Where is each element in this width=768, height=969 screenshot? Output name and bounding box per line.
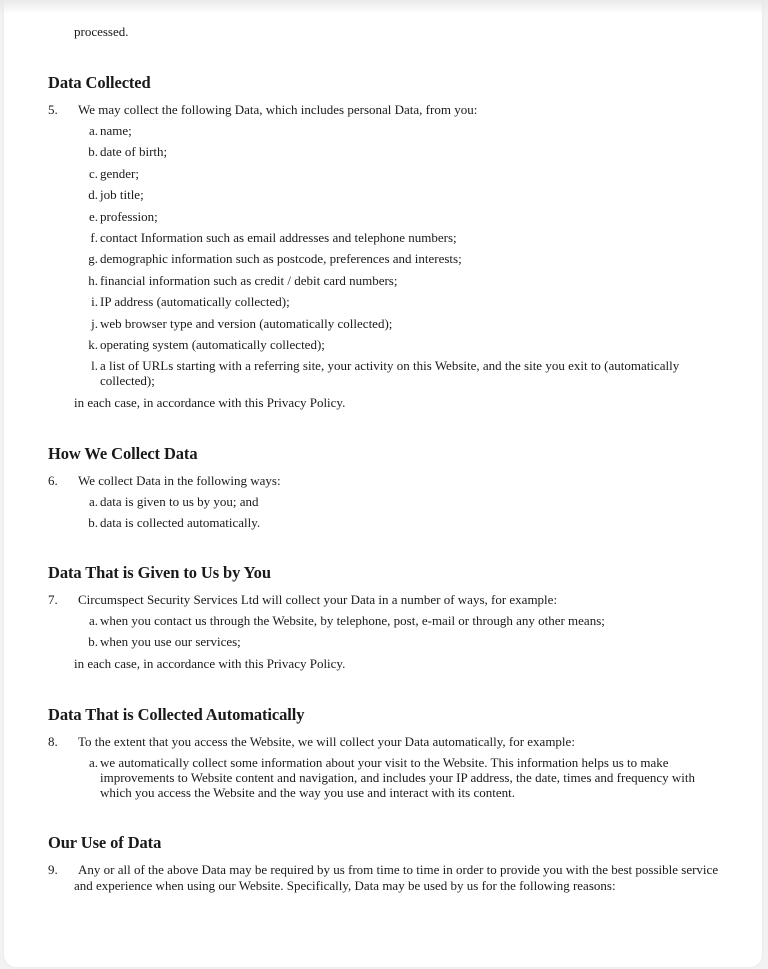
sub-list — [48, 613, 728, 649]
list-marker: f. — [90, 229, 98, 245]
section-our-use-of-data — [48, 833, 728, 894]
list-marker: j. — [91, 315, 98, 331]
list-item-text: demographic information such as postcode, preferences and interests; — [100, 251, 462, 267]
paragraph-text: We collect Data in the following ways: — [78, 472, 281, 488]
list-marker: b. — [88, 634, 98, 650]
list-marker: l. — [91, 358, 98, 374]
section-how-we-collect-data — [48, 444, 728, 530]
list-item — [48, 294, 728, 309]
numbered-paragraph — [48, 862, 728, 894]
top-blur-overlay — [0, 0, 768, 14]
paragraph-text: Any or all of the above Data may be required by us from time to time in order to provide you with the best possible service and experience when using our Website. Specifically, Data may be used by us for the following reasons: — [74, 861, 719, 893]
list-item — [48, 634, 728, 649]
list-item-text: job title; — [100, 187, 144, 203]
list-item — [48, 273, 728, 288]
section-data-collected — [48, 73, 728, 411]
paragraph-number: 9. — [48, 861, 58, 877]
list-marker: i. — [91, 294, 98, 310]
list-item-text: when you contact us through the Website, by telephone, post, e-mail or through any other means; — [100, 612, 605, 628]
paragraph-number: 8. — [48, 733, 58, 749]
sub-list — [48, 123, 728, 388]
list-marker: a. — [88, 493, 98, 509]
paragraph-text: To the extent that you access the Website, we will collect your Data automatically, for example: — [78, 733, 575, 749]
list-marker: h. — [88, 272, 98, 288]
list-marker: a. — [88, 612, 98, 628]
list-item — [48, 251, 728, 266]
list-item — [48, 337, 728, 352]
list-item — [48, 358, 728, 388]
list-item-text: operating system (automatically collected); — [100, 336, 325, 352]
sub-list — [48, 494, 728, 530]
numbered-paragraph — [48, 734, 728, 750]
numbered-paragraph — [48, 592, 728, 608]
list-item — [48, 316, 728, 331]
list-marker: b. — [88, 144, 98, 160]
list-marker: e. — [88, 208, 98, 224]
paragraph-number: 7. — [48, 591, 58, 607]
list-marker: g. — [88, 251, 98, 267]
list-item — [48, 144, 728, 159]
trailing-text: in each case, in accordance with this Privacy Policy. — [74, 394, 346, 410]
section-heading: Our Use of Data — [48, 832, 162, 852]
paragraph-text: Circumspect Security Services Ltd will collect your Data in a number of ways, for example: — [78, 591, 558, 607]
document-page — [4, 0, 762, 967]
list-item-text: profession; — [100, 208, 158, 224]
list-item-text: we automatically collect some information about your visit to the Website. This information helps us to make improvements to Website content and navigation, and includes your IP address, the date, times and frequency with which you access the Website and the way you use and interact with its content. — [100, 754, 695, 800]
sub-list — [48, 755, 728, 800]
list-item-text: a list of URLs starting with a referring site, your activity on this Website, and the site you exit to (automatically collected); — [100, 358, 680, 389]
list-item-text: data is given to us by you; and — [100, 493, 259, 509]
continued-paragraph: processed. — [74, 24, 129, 39]
section-data-given-by-you — [48, 563, 728, 672]
paragraph-number: 6. — [48, 472, 58, 488]
list-item — [48, 755, 728, 800]
section-heading: Data That is Collected Automatically — [48, 704, 305, 724]
section-data-collected-automatically — [48, 705, 728, 800]
list-marker: a. — [88, 754, 98, 770]
list-item — [48, 515, 728, 530]
list-item-text: gender; — [100, 165, 139, 181]
numbered-paragraph — [48, 473, 728, 489]
list-marker: b. — [88, 514, 98, 530]
numbered-paragraph — [48, 102, 728, 118]
list-marker: c. — [88, 165, 98, 181]
list-item-text: financial information such as credit / debit card numbers; — [100, 272, 398, 288]
document-content — [48, 24, 728, 894]
list-item — [48, 187, 728, 202]
list-item-text: IP address (automatically collected); — [100, 294, 290, 310]
paragraph-number: 5. — [48, 102, 58, 117]
list-item — [48, 230, 728, 245]
list-item — [48, 613, 728, 628]
list-marker: k. — [88, 336, 98, 352]
list-item-text: contact Information such as email addresses and telephone numbers; — [100, 229, 457, 245]
section-heading: Data Collected — [48, 73, 151, 92]
list-item-text: date of birth; — [100, 144, 168, 160]
section-heading: How We Collect Data — [48, 443, 198, 463]
list-item-text: data is collected automatically. — [100, 514, 261, 530]
list-item-text: web browser type and version (automatically collected); — [100, 315, 393, 331]
paragraph-text: We may collect the following Data, which includes personal Data, from you: — [78, 102, 478, 117]
list-marker: d. — [88, 187, 98, 203]
list-item — [48, 123, 728, 138]
list-item — [48, 166, 728, 181]
trailing-text: in each case, in accordance with this Privacy Policy. — [74, 655, 346, 671]
list-marker: a. — [88, 123, 98, 138]
list-item-text: name; — [100, 123, 132, 138]
list-item-text: when you use our services; — [100, 634, 241, 650]
list-item — [48, 494, 728, 509]
section-heading: Data That is Given to Us by You — [48, 562, 271, 582]
list-item — [48, 209, 728, 224]
